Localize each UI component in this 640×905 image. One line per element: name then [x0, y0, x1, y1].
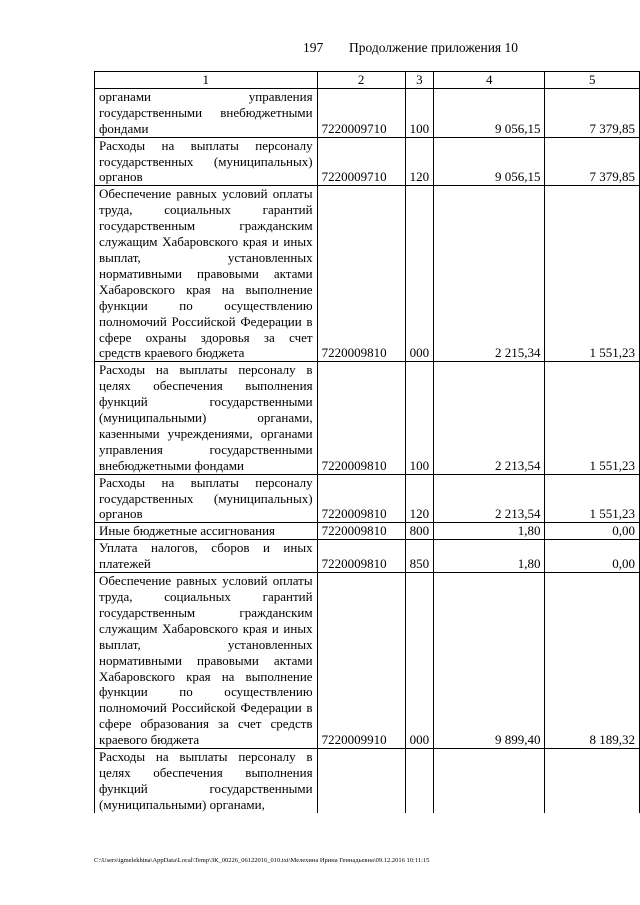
- row-kvr: 120: [405, 137, 434, 186]
- row-name: Уплата налогов, сборов и иных платежей: [95, 540, 318, 573]
- row-code: 7220009810: [317, 474, 405, 523]
- row-name: Обеспечение равных условий оплаты труда, социальных гарантий государственным гражданским служащим Хабаровского края и иных выплат, установленных нормативными правовыми актами Хабаровского края на выполнение функции по осуществлению полномочий Российской Федерации в сфере охраны здоровья за счет средств краевого бюджета: [95, 186, 318, 362]
- row-sum-2: 1 551,23: [545, 186, 640, 362]
- column-number: 1: [95, 72, 318, 89]
- column-number: 3: [405, 72, 434, 89]
- row-sum-2: 1 551,23: [545, 474, 640, 523]
- row-name: органами управления государственными внебюджетными фондами: [95, 88, 318, 137]
- row-sum-1: 1,80: [434, 523, 545, 540]
- row-sum-1: 9 056,15: [434, 137, 545, 186]
- row-name: Иные бюджетные ассигнования: [95, 523, 318, 540]
- row-name: Расходы на выплаты персоналу в целях обеспечения выполнения функций государственными (муниципальными) органами,: [95, 749, 318, 813]
- table-row: [95, 137, 640, 186]
- page-header: [0, 40, 640, 60]
- row-code: 7220009810: [317, 523, 405, 540]
- file-path-footer: C:\Users\igmelekhina\AppData\Local\Temp\ЗК_00226_06122016_010.txt\Мелехина Ирина Геннадьевна\09.12.2016 10:11:15: [94, 857, 430, 864]
- row-code: 7220009810: [317, 540, 405, 573]
- row-sum-2: 8 189,32: [545, 573, 640, 749]
- row-name: Расходы на выплаты персоналу государственных (муниципальных) органов: [95, 474, 318, 523]
- table-row: [95, 186, 640, 362]
- row-sum-2: 1 551,23: [545, 362, 640, 474]
- row-kvr: [405, 749, 434, 813]
- row-kvr: 100: [405, 88, 434, 137]
- row-sum-1: [434, 749, 545, 813]
- column-number: 2: [317, 72, 405, 89]
- row-sum-1: 9 056,15: [434, 88, 545, 137]
- row-sum-1: 1,80: [434, 540, 545, 573]
- row-sum-1: 2 213,54: [434, 474, 545, 523]
- row-sum-1: 9 899,40: [434, 573, 545, 749]
- row-sum-2: 7 379,85: [545, 88, 640, 137]
- table-row: [95, 540, 640, 573]
- row-name: Расходы на выплаты персоналу в целях обеспечения выполнения функций государственными (муниципальными) органами, казенными учреждениями, органами управления государственными внебюджетными фондами: [95, 362, 318, 474]
- row-code: 7220009910: [317, 573, 405, 749]
- page-number: 197: [303, 40, 324, 55]
- table-row: [95, 523, 640, 540]
- table-row: [95, 573, 640, 749]
- row-sum-1: 2 215,34: [434, 186, 545, 362]
- column-number: 4: [434, 72, 545, 89]
- row-code: [317, 749, 405, 813]
- row-sum-2: 7 379,85: [545, 137, 640, 186]
- budget-table: [94, 71, 640, 813]
- row-kvr: 120: [405, 474, 434, 523]
- row-kvr: 000: [405, 573, 434, 749]
- column-number: 5: [545, 72, 640, 89]
- row-code: 7220009810: [317, 362, 405, 474]
- page-title: Продолжение приложения 10: [349, 40, 519, 55]
- row-sum-2: 0,00: [545, 540, 640, 573]
- row-code: 7220009810: [317, 186, 405, 362]
- row-kvr: 100: [405, 362, 434, 474]
- row-sum-2: [545, 749, 640, 813]
- row-code: 7220009710: [317, 137, 405, 186]
- row-kvr: 850: [405, 540, 434, 573]
- table-row: [95, 749, 640, 813]
- row-sum-2: 0,00: [545, 523, 640, 540]
- row-code: 7220009710: [317, 88, 405, 137]
- row-kvr: 000: [405, 186, 434, 362]
- row-name: Расходы на выплаты персоналу государственных (муниципальных) органов: [95, 137, 318, 186]
- row-sum-1: 2 213,54: [434, 362, 545, 474]
- row-name: Обеспечение равных условий оплаты труда, социальных гарантий государственным гражданским служащим Хабаровского края и иных выплат, установленных нормативными правовыми актами Хабаровского края на выполнение функции по осуществлению полномочий Российской Федерации в сфере образования за счет средств краевого бюджета: [95, 573, 318, 749]
- row-kvr: 800: [405, 523, 434, 540]
- table-row: [95, 362, 640, 474]
- column-number-row: [95, 72, 640, 89]
- table-row: [95, 88, 640, 137]
- table-row: [95, 474, 640, 523]
